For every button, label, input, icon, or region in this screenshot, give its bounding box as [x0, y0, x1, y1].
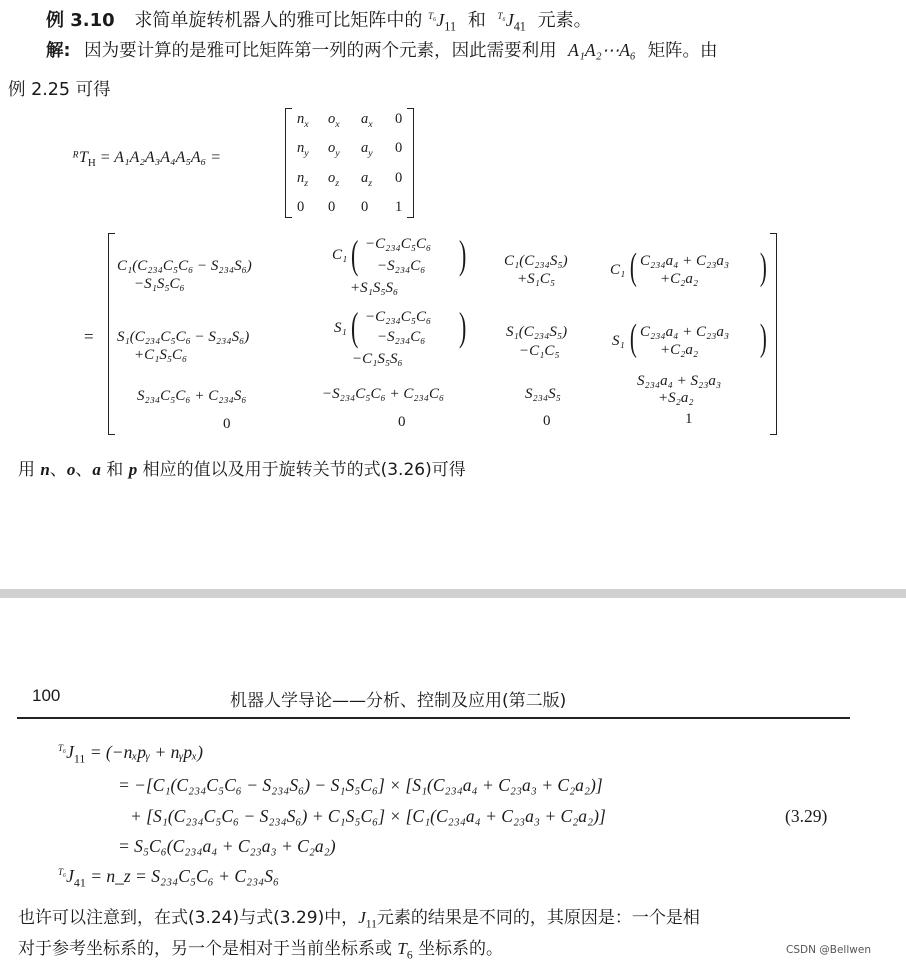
example-heading [46, 6, 592, 35]
small-matrix-cell-base: 0 [361, 199, 369, 215]
watermark: CSDN @Bellwen [786, 944, 871, 956]
after-sep2: 、 [75, 460, 93, 480]
small-matrix-cell [328, 170, 339, 189]
vec-o: o [66, 460, 76, 479]
small-matrix-cell-base: 0 [328, 199, 336, 215]
eq-line-3: + [S₁(C₂₃₄C₅C₆ − S₂₃₄S₆) + C₁S₅C₆] × [C₁(C₂₃₄a₄ + C₂₃a₃ + C₂a₂)] [130, 806, 606, 826]
small-matrix-cell-sub: x [335, 118, 340, 130]
eq1-rhs: = (−nₓpᵧ + nᵧpₓ) [89, 742, 203, 762]
solution-line-1 [46, 37, 718, 62]
cell-r2c2c: −C₁S₅S₆ [352, 351, 403, 367]
example-label: 例 3.10 [46, 10, 115, 31]
solution-product: A₁A₂⋯A₆ [568, 40, 636, 60]
vec-a: a [92, 460, 101, 479]
para2b: 坐标系的。 [418, 939, 504, 959]
cell-r4c2: 0 [398, 414, 406, 430]
solution-label: 解: [46, 41, 71, 61]
eq1-j: J [66, 742, 74, 762]
cell-r2c3a: S₁(C₂₃₄S₅) [506, 324, 568, 340]
small-matrix-cell-base: a [361, 111, 369, 127]
after-matrix-text [18, 455, 466, 480]
small-matrix-cell-base: 1 [395, 199, 403, 215]
j41-sub: 41 [513, 19, 526, 34]
eq5-sub: 41 [73, 875, 86, 890]
cell-r4c3: 0 [543, 413, 551, 429]
cell-r3c2: −S₂₃₄C₅C₆ + C₂₃₄C₆ [322, 386, 445, 402]
paren-r1c2-open: ( [350, 232, 359, 277]
paren-r2c4-open: ( [629, 317, 637, 359]
big-matrix-right-bracket [770, 233, 777, 435]
para1a: 也许可以注意到，在式(3.24)与式(3.29)中， [18, 908, 359, 928]
cell-r2c2pre: S₁ [334, 320, 347, 336]
solution-line-2: 例 2.25 可得 [8, 80, 111, 100]
example-tail: 元素。 [537, 10, 592, 31]
small-matrix-cell-sub: y [335, 147, 340, 159]
after-and: 和 [106, 460, 124, 480]
cell-r3c1: S₂₃₄C₅C₆ + C₂₃₄S₆ [137, 388, 247, 404]
small-matrix-cell [328, 199, 335, 216]
para2-tsub: 6 [406, 948, 413, 962]
j11-sub: 11 [444, 19, 457, 34]
small-matrix-left-bracket [285, 108, 292, 218]
cell-r1c3b: +S₁C₅ [517, 271, 556, 287]
j11-symbol: J [436, 10, 445, 30]
rth-product: = A₁A₂A₃A₄A₅A₆ = [99, 149, 222, 166]
small-matrix-cell-sub: z [368, 177, 373, 189]
para2a: 对于参考坐标系的，另一个是相对于当前坐标系或 [18, 939, 392, 959]
small-matrix-cell-base: 0 [395, 140, 403, 156]
small-matrix-cell-sub: x [304, 118, 309, 130]
small-matrix-cell-sub: y [368, 147, 373, 159]
cell-r1c3a: C₁(C₂₃₄S₅) [504, 253, 568, 269]
paragraph-line-1 [18, 903, 700, 930]
small-matrix-cell-base: o [328, 111, 336, 127]
small-matrix-cell [361, 170, 372, 189]
cell-r2c1b: +C₁S₅C₆ [134, 347, 188, 363]
small-matrix-cell [297, 199, 304, 216]
sup-t6-b: T₆ [497, 11, 506, 21]
cell-r3c4b: +S₂a₂ [658, 390, 694, 406]
cell-r2c4pre: S₁ [612, 333, 625, 349]
cell-r3c4a: S₂₃₄a₄ + S₂₃a₃ [637, 373, 722, 389]
cell-r1c2a: −C₂₃₄C₅C₆ [365, 236, 432, 252]
cell-r1c4a: C₂₃₄a₄ + C₂₃a₃ [640, 253, 730, 269]
small-matrix-cell-sub: z [304, 177, 309, 189]
para1-j: J [358, 908, 366, 927]
small-matrix-cell-base: n [297, 140, 305, 156]
vec-p: p [128, 460, 138, 479]
small-matrix-cell-base: n [297, 111, 305, 127]
eq5-sup: T₆ [58, 867, 67, 878]
cell-r1c2c: +S₁S₅S₆ [350, 280, 399, 296]
small-matrix-cell [395, 170, 402, 187]
small-matrix-cell [395, 140, 402, 157]
para1b: 元素的结果是不同的，其原因是：一个是相 [376, 908, 700, 928]
eq-line-1 [58, 742, 203, 767]
eq-line-4: = S₅C₆(C₂₃₄a₄ + C₂₃a₃ + C₂a₂) [118, 836, 336, 856]
small-matrix-cell [361, 199, 368, 216]
paren-r2c4-close: ) [759, 317, 767, 359]
cell-r2c2a: −C₂₃₄C₅C₆ [365, 309, 432, 325]
small-matrix-cell-sub: x [368, 118, 373, 130]
cell-r1c4pre: C₁ [610, 262, 626, 278]
para2-t: T [397, 939, 407, 958]
cell-r3c3: S₂₃₄S₅ [525, 386, 561, 402]
cell-r2c2b: −S₂₃₄C₆ [377, 329, 426, 345]
cell-r4c1: 0 [223, 416, 231, 432]
eq1-sup: T₆ [58, 743, 67, 754]
small-matrix-cell-base: a [361, 140, 369, 156]
running-header: 机器人学导论——分析、控制及应用(第二版) [230, 691, 567, 711]
paren-r1c2-close: ) [458, 232, 467, 277]
small-matrix-cell-base: n [297, 170, 305, 186]
small-matrix-cell [328, 111, 340, 130]
cell-r1c4b: +C₂a₂ [660, 271, 699, 287]
small-matrix-cell [328, 140, 340, 159]
rth-lhs [72, 149, 221, 169]
header-rule [17, 717, 850, 719]
cell-r4c4: 1 [685, 411, 693, 427]
rth-symbol: ᴿT [72, 149, 88, 166]
eq-line-2: = −[C₁(C₂₃₄C₅C₆ − S₂₃₄S₆) − S₁S₅C₆] × [S₁(C₂₃₄a₄ + C₂₃a₃ + C₂a₂)] [118, 775, 603, 795]
cell-r1c1b: −S₁S₅C₆ [134, 276, 185, 292]
small-matrix-cell [395, 199, 402, 216]
small-matrix-cell [395, 111, 402, 128]
small-matrix-cell [297, 111, 309, 130]
small-matrix-cell-sub: y [304, 147, 309, 159]
small-matrix-cell [297, 170, 308, 189]
eq-line-5 [58, 866, 279, 891]
eq5-j: J [66, 866, 74, 886]
eq5-rhs: = n_z = S₂₃₄C₅C₆ + C₂₃₄S₆ [90, 866, 280, 886]
paren-r2c2-open: ( [350, 304, 359, 349]
paren-r1c4-open: ( [629, 246, 637, 288]
eq-label: (3.29) [785, 806, 828, 826]
small-matrix-cell [361, 140, 373, 159]
small-matrix-cell-base: 0 [395, 170, 403, 186]
after-t1: 用 [18, 460, 35, 480]
j41-symbol: J [505, 10, 514, 30]
big-matrix-left-bracket [108, 233, 115, 435]
cell-r1c2pre: C₁ [332, 247, 348, 263]
vec-n: n [40, 460, 50, 479]
small-matrix-cell-base: 0 [297, 199, 305, 215]
small-matrix-cell-base: a [361, 170, 369, 186]
cell-r2c4b: +C₂a₂ [660, 342, 699, 358]
small-matrix-cell-base: 0 [395, 111, 403, 127]
after-sep1: 、 [49, 460, 67, 480]
page-divider [0, 589, 906, 598]
small-matrix-cell-base: o [328, 140, 336, 156]
small-matrix-cell-sub: z [335, 177, 340, 189]
and-word: 和 [467, 10, 486, 31]
paren-r2c2-close: ) [458, 304, 467, 349]
para1-jsub: 11 [365, 917, 377, 931]
eq1-sub: 11 [73, 751, 86, 766]
small-matrix-right-bracket [407, 108, 414, 218]
small-matrix-cell [297, 140, 309, 159]
example-title-text: 求简单旋转机器人的雅可比矩阵中的 [134, 10, 423, 31]
solution-text: 因为要计算的是雅可比矩阵第一列的两个元素，因此需要利用 [84, 41, 557, 61]
paren-r1c4-close: ) [759, 246, 767, 288]
solution-tail: 矩阵。由 [647, 41, 718, 61]
page-number: 100 [32, 686, 61, 705]
paragraph-line-2 [18, 934, 503, 961]
small-matrix-cell [361, 111, 373, 130]
rth-sub: H [87, 157, 96, 170]
big-matrix-equals: = [84, 327, 94, 346]
cell-r1c1a: C₁(C₂₃₄C₅C₆ − S₂₃₄S₆) [117, 258, 252, 274]
cell-r2c3b: −C₁C₅ [519, 343, 560, 359]
sup-t6-a: T₆ [428, 11, 437, 21]
cell-r2c1a: S₁(C₂₃₄C₅C₆ − S₂₃₄S₆) [117, 329, 250, 345]
cell-r1c2b: −S₂₃₄C₆ [377, 258, 426, 274]
cell-r2c4a: C₂₃₄a₄ + C₂₃a₃ [640, 324, 730, 340]
small-matrix-cell-base: o [328, 170, 336, 186]
after-t2: 相应的值以及用于旋转关节的式(3.26)可得 [142, 460, 466, 480]
